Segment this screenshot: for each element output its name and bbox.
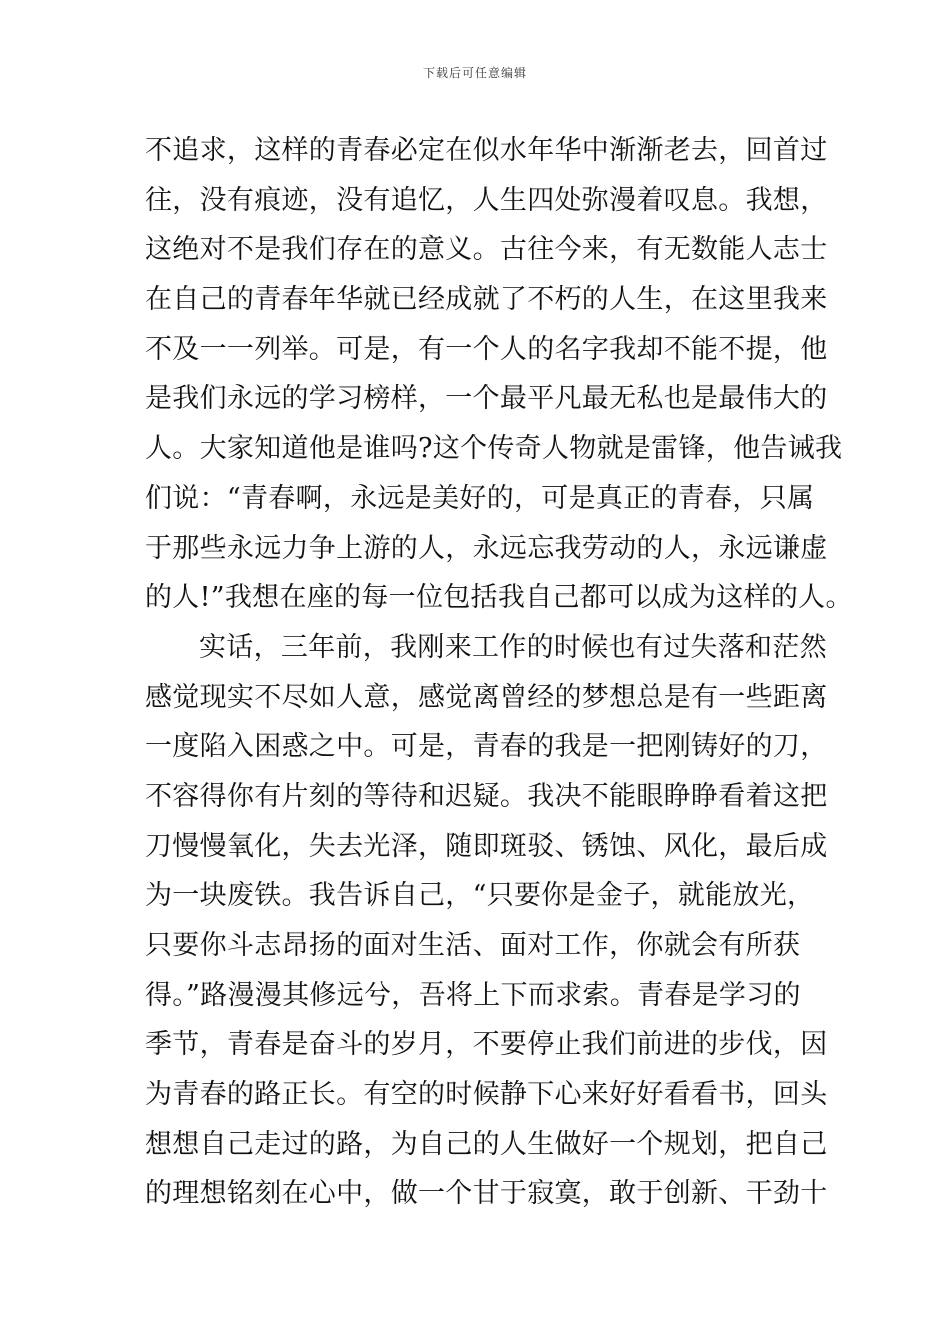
text-line: 人。大家知道他是谁吗?这个传奇人物就是雷锋，他告诫我 [145,433,843,465]
text-line: 想想自己走过的路，为自己的人生做好一个规划，把自己 [145,1128,828,1160]
text-line: 往，没有痕迹，没有追忆，人生四处弥漫着叹息。我想， [145,184,828,216]
text-line: 们说：“青春啊，永远是美好的，可是真正的青春，只属 [145,482,815,514]
text-line: 季节，青春是奋斗的岁月，不要停止我们前进的步伐，因 [145,1029,828,1061]
text-line: 这绝对不是我们存在的意义。古往今来，有无数能人志士 [145,234,828,266]
text-line: 为一块废铁。我告诉自己，“只要你是金子，就能放光， [145,880,815,912]
text-line: 只要你斗志昂扬的面对生活、面对工作，你就会有所获 [145,930,801,961]
header-note: 下载后可任意编辑 [422,66,527,80]
text-line: 不及一一列举。可是，有一个人的名字我却不能不提，他 [145,333,828,365]
text-line: 的人!”我想在座的每一位包括我自己都可以成为这样的人。 [145,582,853,614]
text-line: 为青春的路正长。有空的时候静下心来好好看看书，回头 [145,1079,828,1111]
text-line: 不追求，这样的青春必定在似水年华中渐渐老去，回首过 [145,135,828,166]
paragraph-start-line: 实话，三年前，我刚来工作的时候也有过失落和茫然 [199,631,827,663]
text-line: 的理想铭刻在心中，做一个甘于寂寞，敢于创新、干劲十 [145,1178,828,1210]
text-line: 一度陷入困惑之中。可是，青春的我是一把刚铸好的刀， [145,731,828,763]
text-line: 在自己的青春年华就已经成就了不朽的人生，在这里我来 [145,284,828,316]
text-line: 不容得你有片刻的等待和迟疑。我决不能眼睁睁看着这把 [145,780,828,812]
text-line: 于那些永远力争上游的人，永远忘我劳动的人，永远谦虚 [145,532,828,564]
text-line: 得。”路漫漫其修远兮，吾将上下而求索。青春是学习的 [145,979,801,1011]
text-line: 是我们永远的学习榜样，一个最平凡最无私也是最伟大的 [145,383,828,415]
body-text [145,126,853,1219]
text-line: 感觉现实不尽如人意，感觉离曾经的梦想总是有一些距离 [145,681,828,713]
text-line: 刀慢慢氧化，失去光泽，随即斑驳、锈蚀、风化，最后成 [145,830,828,862]
